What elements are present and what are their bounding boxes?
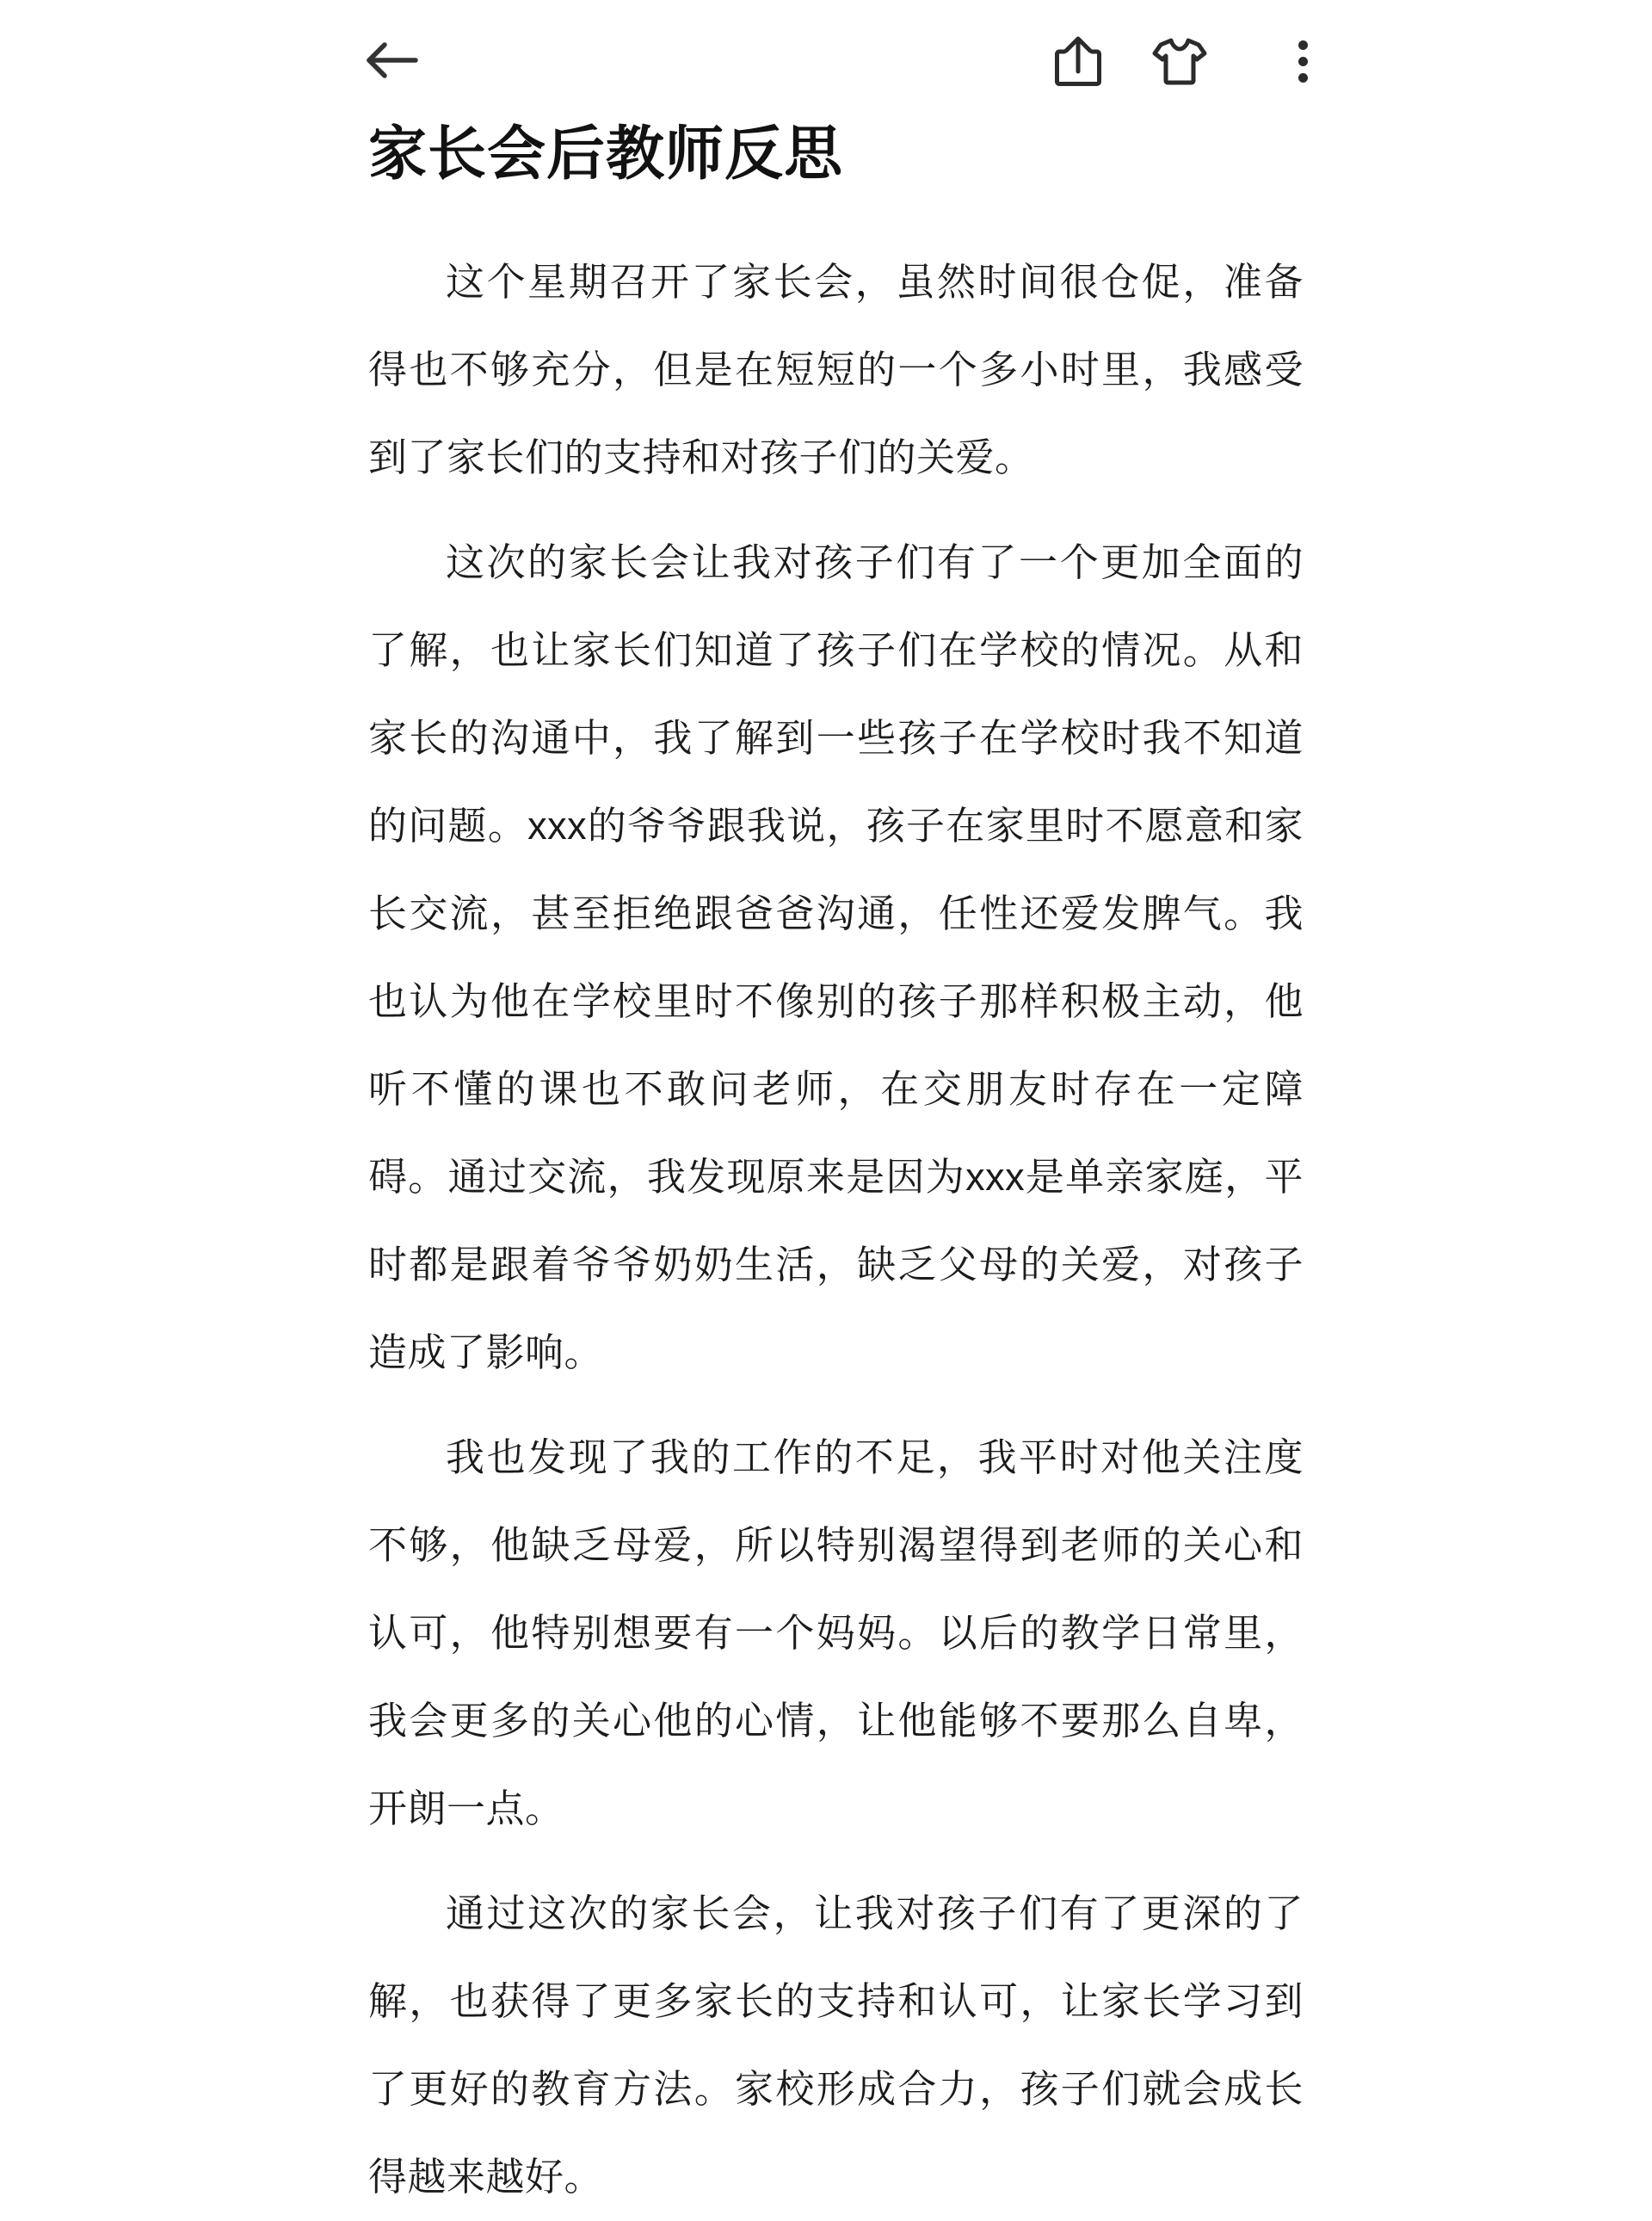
paragraph: 这次的家长会让我对孩子们有了一个更加全面的了解，也让家长们知道了孩子们在学校的情况。从和家长的沟通中，我了解到一些孩子在学校时我不知道的问题。xxx的爷爷跟我说，孩子在家里时不愿意和家长交流，甚至拒绝跟爸爸沟通，任性还爱发脾气。我也认为他在学校里时不像别的孩子那样积极主动，他听不懂的课也不敢问老师，在交朋友时存在一定障碍。通过交流，我发现原来是因为xxx是单亲家庭，平时都是跟着爷爷奶奶生活，缺乏父母的关爱，对孩子造成了影响。	[368, 540, 1304, 1374]
paragraph: 通过这次的家长会，让我对孩子们有了更深的了解，也获得了更多家长的支持和认可，让家长学习到了更好的教育方法。家校形成合力，孩子们就会成长得越来越好。	[368, 1891, 1304, 2199]
paragraph: 我也发现了我的工作的不足，我平时对他关注度不够，他缺乏母爱，所以特别渴望得到老师的关心和认可，他特别想要有一个妈妈。以后的教学日常里，我会更多的关心他的心情，让他能够不要那么自卑，开朗一点。	[368, 1434, 1304, 1830]
document-body	[368, 238, 1304, 2221]
paragraph: 这个星期召开了家长会，虽然时间很仓促，准备得也不够充分，但是在短短的一个多小时里，我感受到了家长们的支持和对孩子们的关爱。	[368, 259, 1304, 479]
document-title: 家长会后教师反思	[368, 121, 844, 187]
